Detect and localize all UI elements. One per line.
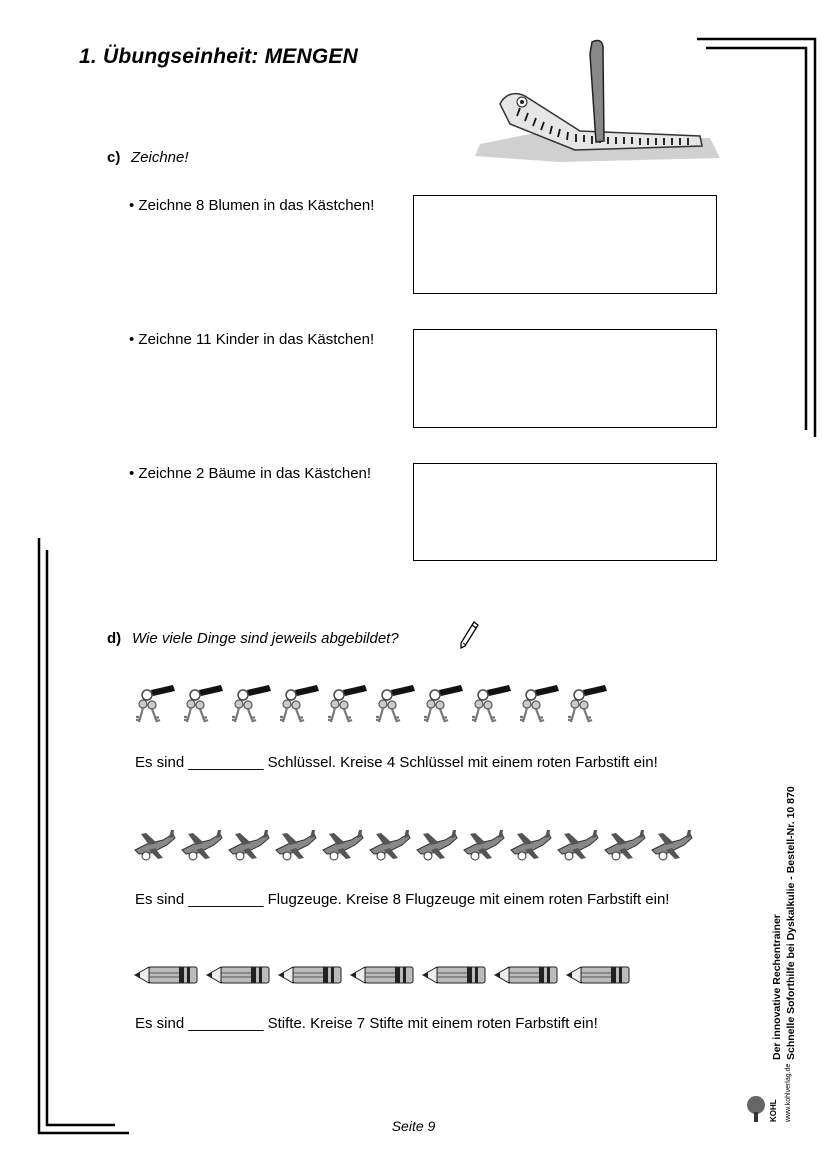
key-row <box>133 684 609 726</box>
sidebar-line-2: Schnelle Soforthilfe bei Dyskalkulie - Bestell-Nr. 10 870 <box>785 786 797 1060</box>
page-number: Seite 9 <box>391 1118 436 1134</box>
airplane-row <box>133 828 694 870</box>
publisher-sidebar <box>770 760 820 1060</box>
key-icon <box>565 684 609 726</box>
task-trees: • Zeichne 2 Bäume in das Kästchen! <box>129 465 372 482</box>
key-icon <box>181 684 225 726</box>
section-d-heading: Wie viele Dinge sind jeweils abgebildet? <box>132 630 399 647</box>
page-title: 1. Übungseinheit: MENGEN <box>79 45 358 68</box>
pencil-icon <box>277 964 343 986</box>
sidebar-line-1: Der innovative Rechentrainer <box>771 914 783 1060</box>
airplane-icon <box>650 828 694 864</box>
airplane-icon <box>133 828 177 864</box>
task-flowers: • Zeichne 8 Blumen in das Kästchen! <box>129 197 375 214</box>
key-icon <box>517 684 561 726</box>
airplane-icon <box>274 828 318 864</box>
airplane-icon <box>603 828 647 864</box>
drawing-box-trees[interactable] <box>413 463 717 561</box>
pencil-row <box>133 964 631 988</box>
pencil-icon <box>493 964 559 986</box>
pencil-icon <box>421 964 487 986</box>
key-icon <box>421 684 465 726</box>
ruler-illustration <box>470 36 730 166</box>
airplane-icon <box>509 828 553 864</box>
sentence-pencils: Es sind _________ Stifte. Kreise 7 Stifte mit einem roten Farbstift ein! <box>135 1015 598 1032</box>
publisher-logo <box>745 1060 795 1124</box>
drawing-box-flowers[interactable] <box>413 195 717 294</box>
drawing-box-children[interactable] <box>413 329 717 428</box>
key-icon <box>469 684 513 726</box>
airplane-icon <box>415 828 459 864</box>
pencil-icon <box>565 964 631 986</box>
sentence-airplanes: Es sind _________ Flugzeuge. Kreise 8 Flugzeuge mit einem roten Farbstift ein! <box>135 891 670 908</box>
key-icon <box>373 684 417 726</box>
key-icon <box>133 684 177 726</box>
task-children: • Zeichne 11 Kinder in das Kästchen! <box>129 331 375 348</box>
publisher-url: www.kohlverlag.de <box>785 1063 792 1122</box>
tree-logo-icon <box>745 1094 767 1124</box>
key-icon <box>277 684 321 726</box>
airplane-icon <box>321 828 365 864</box>
pencil-icon <box>458 620 480 652</box>
key-icon <box>325 684 369 726</box>
sentence-keys: Es sind _________ Schlüssel. Kreise 4 Schlüssel mit einem roten Farbstift ein! <box>135 754 658 771</box>
key-icon <box>229 684 273 726</box>
section-c-heading: Zeichne! <box>131 149 189 166</box>
airplane-icon <box>368 828 412 864</box>
airplane-icon <box>180 828 224 864</box>
section-c-label: c) <box>107 149 121 166</box>
pencil-icon <box>205 964 271 986</box>
section-d-label: d) <box>107 630 122 647</box>
pencil-icon <box>133 964 199 986</box>
airplane-icon <box>462 828 506 864</box>
logo-text: KOHL <box>769 1099 778 1122</box>
pencil-icon <box>349 964 415 986</box>
airplane-icon <box>227 828 271 864</box>
airplane-icon <box>556 828 600 864</box>
